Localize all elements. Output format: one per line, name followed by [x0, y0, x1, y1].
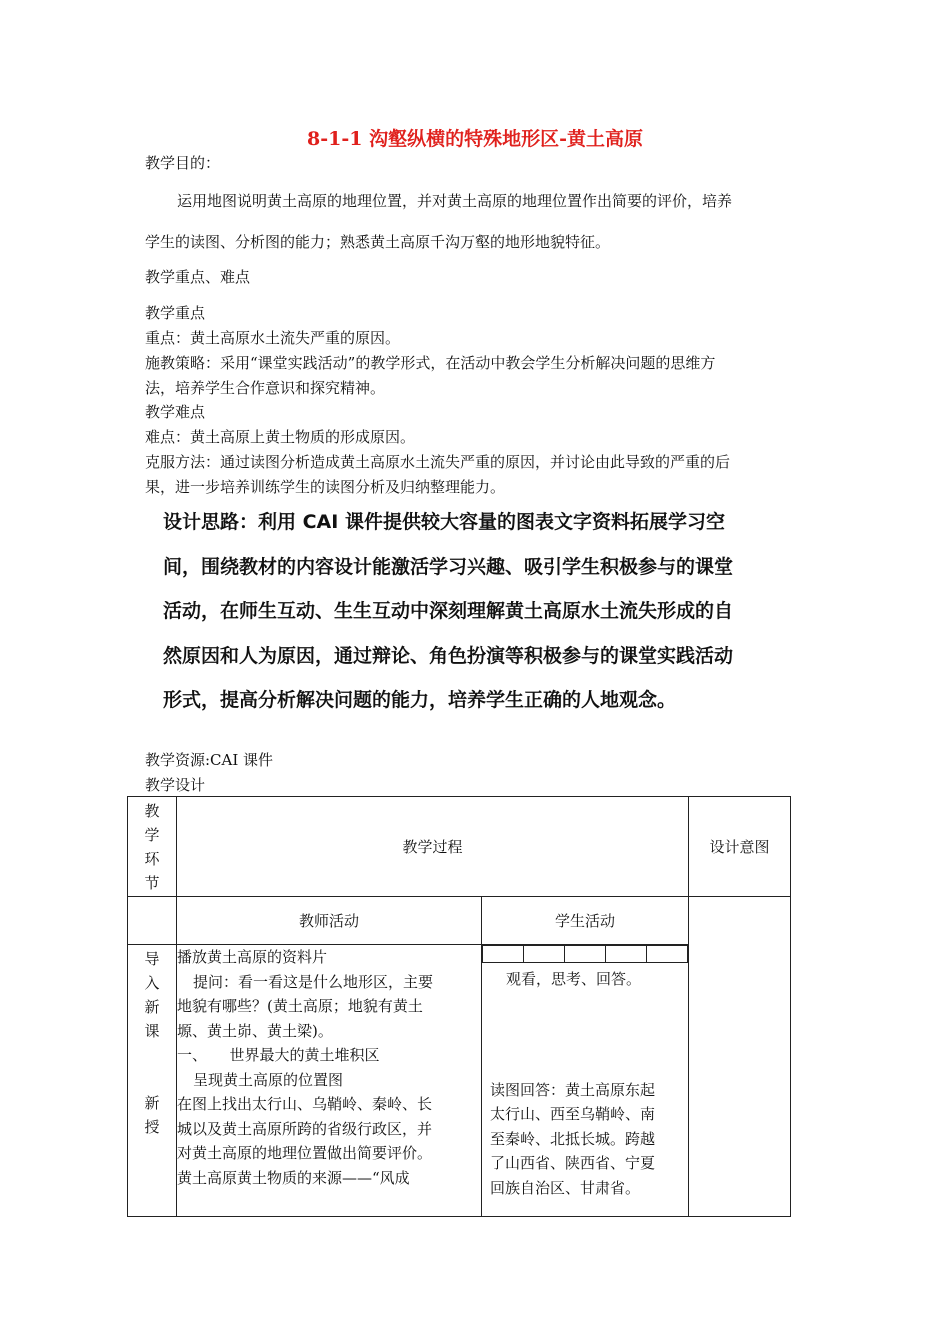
document-title: 8-1-1 沟壑纵横的特殊地形区-黄土高原: [307, 128, 643, 150]
design-idea-line: 设计思路：利用 CAI 课件提供较大容量的图表文字资料拓展学习空: [163, 511, 725, 533]
difficult-point-heading: 教学难点: [145, 403, 206, 421]
objectives-heading: 教学目的：: [145, 154, 221, 172]
method-text-cont: 果，进一步培养训练学生的读图分析及归纳整理能力。: [145, 478, 506, 496]
table-header-row: [128, 797, 791, 897]
table-subheader-row: [128, 897, 791, 945]
design-idea-paragraph: [163, 500, 813, 723]
teacher-activity-header: 教师活动: [177, 897, 482, 945]
student-answer-map: 读图回答：黄土高原东起 太行山、西至乌鞘岭、南 至秦岭、北抵长城。跨越 了山西省、陕西省、宁夏 回族自治区、甘肃省。: [490, 1080, 656, 1197]
objectives-text: 运用地图说明黄土高原的地理位置，并对黄土高原的地理位置作出简要的评价，培养: [177, 192, 733, 210]
design-idea-line: 间，围绕教材的内容设计能激活学习兴趣、吸引学生积极参与的课堂: [163, 555, 734, 578]
strategy-text: 施教策略：采用“课堂实践活动”的教学形式，在活动中教会学生分析解决问题的思维方: [145, 354, 716, 372]
design-idea-line: 活动，在师生互动、生生互动中深刻理解黄土高原水土流失形成的自: [163, 600, 734, 622]
student-activity-cell: [482, 945, 689, 1217]
lesson-plan-table: [127, 796, 791, 1217]
student-activity-header: 学生活动: [482, 897, 689, 945]
teacher-activity-cell: 播放黄土高原的资料片 提问：看一看这是什么地形区，主要 地貌有哪些？(黄土高原；地貌有黄土 塬、黄土峁、黄土梁)。 一、 世界最大的黄土堆积区 呈现黄土高原的位置图 在图上找出太行山、乌鞘岭、秦岭、长 城以及黄土高原所跨的省级行政区，并 对黄土高原的地理位置做出简要评价。 黄土高原黄土物质的来源——“风成: [177, 945, 482, 1217]
method-text: 克服方法：通过读图分析造成黄土高原水土流失严重的原因，并讨论由此导致的严重的后: [145, 453, 731, 471]
design-heading: 教学设计: [145, 776, 206, 794]
stage-header-cell: 教 学 环 节: [128, 797, 177, 897]
stage-cell: 导 入 新 课 新 授: [128, 945, 177, 1217]
resources-text: 教学资源:CAI 课件: [145, 751, 274, 769]
student-answer-watch: 观看，思考、回答。: [506, 970, 642, 988]
process-header-cell: 教学过程: [177, 797, 689, 897]
objectives-text-cont: 学生的读图、分析图的能力；熟悉黄土高原千沟万壑的地形地貌特征。: [145, 233, 611, 251]
intent-cell: [689, 897, 791, 1217]
design-idea-line: 形式，提高分析解决问题的能力，培养学生正确的人地观念。: [163, 689, 677, 711]
empty-cell: [128, 897, 177, 945]
key-difficult-heading: 教学重点、难点: [145, 268, 251, 286]
key-point-text: 重点：黄土高原水土流失严重的原因。: [145, 329, 401, 347]
strategy-text-cont: 法，培养学生合作意识和探究精神。: [145, 379, 386, 397]
design-idea-line: 然原因和人为原因，通过辩论、角色扮演等积极参与的课堂实践活动: [163, 644, 734, 667]
key-point-heading: 教学重点: [145, 304, 206, 322]
small-grid: [482, 945, 688, 963]
intent-header-cell: 设计意图: [689, 797, 791, 897]
difficult-point-text: 难点：黄土高原上黄土物质的形成原因。: [145, 428, 416, 446]
